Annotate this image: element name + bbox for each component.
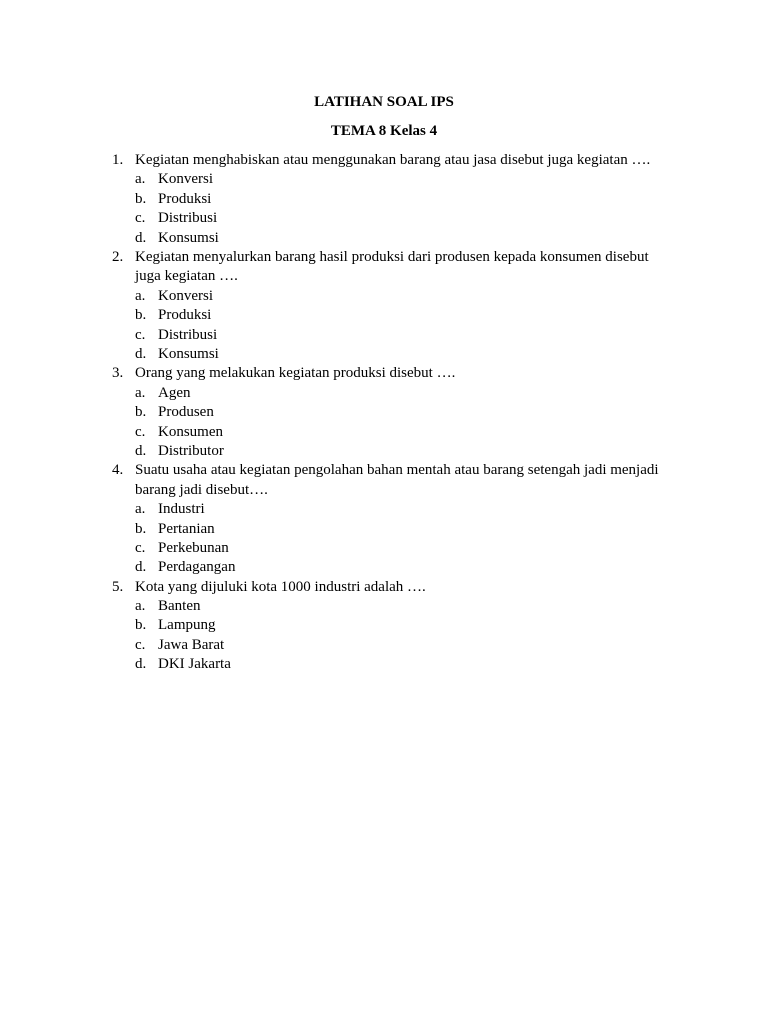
question-number: 5.	[112, 578, 124, 595]
question-item	[0, 461, 768, 577]
option-letter: a.	[135, 501, 146, 518]
question-text: Suatu usaha atau kegiatan pengolahan bahan mentah atau barang setengah jadi menjadi barang jadi disebut….	[135, 462, 659, 498]
option-list	[0, 287, 768, 365]
document-title: LATIHAN SOAL IPS	[314, 94, 454, 110]
option-text: Perdagangan	[158, 559, 236, 576]
option-letter: d.	[135, 345, 147, 362]
option-item	[0, 520, 768, 539]
option-list	[0, 597, 768, 675]
option-text: Lampung	[158, 617, 216, 634]
question-text: Kota yang dijuluki kota 1000 industri adalah ….	[135, 578, 426, 595]
option-item	[0, 190, 768, 209]
option-item	[0, 229, 768, 248]
option-text: Pertanian	[158, 520, 215, 537]
question-list	[0, 151, 768, 675]
option-item	[0, 597, 768, 616]
option-letter: d.	[135, 656, 147, 673]
question-text: Orang yang melakukan kegiatan produksi disebut ….	[135, 365, 456, 382]
option-text: Produsen	[158, 404, 214, 421]
option-text: Jawa Barat	[158, 636, 225, 653]
option-text: Perkebunan	[158, 539, 229, 556]
question-number: 2.	[112, 248, 124, 265]
option-item	[0, 287, 768, 306]
option-text: DKI Jakarta	[158, 656, 231, 673]
option-text: Agen	[158, 384, 191, 401]
document-subtitle: TEMA 8 Kelas 4	[330, 123, 438, 139]
question-text: Kegiatan menghabiskan atau menggunakan barang atau jasa disebut juga kegiatan ….	[135, 152, 651, 168]
option-letter: a.	[135, 287, 146, 304]
option-letter: c.	[135, 210, 146, 227]
option-letter: d.	[135, 442, 147, 459]
option-text: Konsumsi	[158, 229, 219, 246]
option-list	[0, 384, 768, 462]
option-item	[0, 616, 768, 635]
option-item	[0, 170, 768, 189]
option-letter: d.	[135, 559, 147, 576]
question-number: 4.	[112, 462, 124, 479]
option-letter: a.	[135, 384, 146, 401]
option-letter: b.	[135, 520, 147, 537]
option-letter: a.	[135, 171, 146, 188]
option-item	[0, 500, 768, 519]
option-letter: b.	[135, 404, 147, 421]
option-list	[0, 170, 768, 248]
option-letter: b.	[135, 617, 147, 634]
option-text: Produksi	[158, 190, 212, 207]
question-item	[0, 248, 768, 364]
option-item	[0, 384, 768, 403]
option-text: Distribusi	[158, 210, 218, 227]
option-text: Konsumen	[158, 423, 223, 440]
option-item	[0, 326, 768, 345]
option-text: Produksi	[158, 307, 212, 324]
question-item	[0, 151, 768, 248]
option-letter: d.	[135, 229, 147, 246]
option-item	[0, 558, 768, 577]
option-letter: b.	[135, 307, 147, 324]
option-item	[0, 209, 768, 228]
option-item	[0, 636, 768, 655]
option-item	[0, 655, 768, 674]
option-letter: b.	[135, 190, 147, 207]
question-item	[0, 578, 768, 675]
option-letter: c.	[135, 636, 146, 653]
question-number: 1.	[112, 152, 124, 168]
option-item	[0, 306, 768, 325]
option-text: Banten	[158, 598, 201, 615]
option-letter: c.	[135, 423, 146, 440]
option-text: Distribusi	[158, 326, 218, 343]
option-letter: c.	[135, 326, 146, 343]
option-text: Distributor	[158, 442, 224, 459]
option-text: Industri	[158, 501, 205, 518]
option-item	[0, 403, 768, 422]
question-item	[0, 364, 768, 461]
option-text: Konversi	[158, 287, 213, 304]
option-item	[0, 423, 768, 442]
option-item	[0, 442, 768, 461]
option-text: Konversi	[158, 171, 213, 188]
option-text: Konsumsi	[158, 345, 219, 362]
option-item	[0, 345, 768, 364]
option-list	[0, 500, 768, 578]
question-number: 3.	[112, 365, 124, 382]
option-letter: a.	[135, 598, 146, 615]
question-text: Kegiatan menyalurkan barang hasil produksi dari produsen kepada konsumen disebut juga kegiatan ….	[135, 248, 649, 285]
option-letter: c.	[135, 539, 146, 556]
option-item	[0, 539, 768, 558]
